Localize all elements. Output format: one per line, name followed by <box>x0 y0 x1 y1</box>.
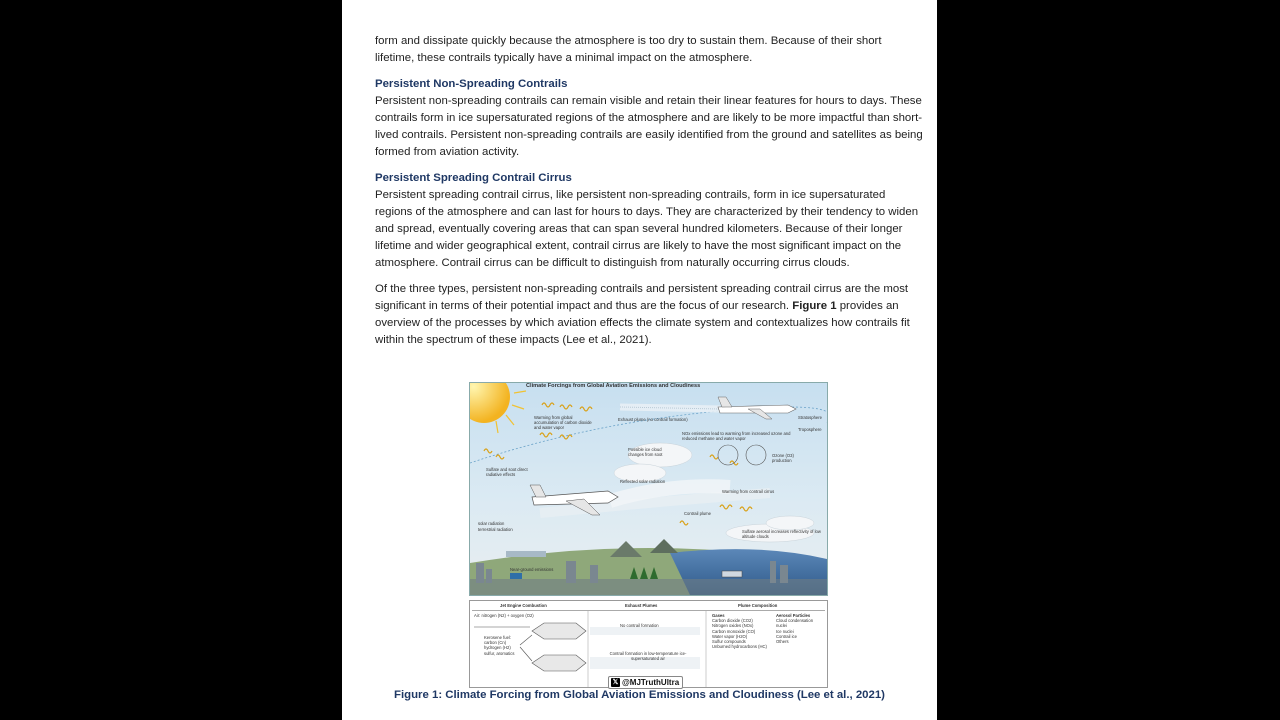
label-warming-global: Warming from global accumulation of carbon dioxide and water vapor <box>534 415 592 430</box>
engine-diagram <box>470 601 827 687</box>
label-exhaust-plume: Exhaust plume (no contrail formation) <box>618 417 688 422</box>
engine-icon <box>532 655 586 671</box>
gases-list <box>712 613 767 649</box>
label-sulfate-aerosol: Sulfate aerosol increases reflectivity of low altitude clouds <box>742 529 821 539</box>
fuel-line: hydrogen (H2) <box>484 645 511 651</box>
summary-text-after: provides an overview of the processes by which aviation effects the climate system and contextualizes how contrails fit within the spectrum of these impacts (Lee et al., 2021). <box>375 300 910 346</box>
summary-text-before: Of the three types, persistent non-spreading contrails and persistent spreading contrail cirrus are the most significant in terms of their potential impact and thus are the focus of our research. <box>375 283 909 312</box>
watermark <box>608 676 683 689</box>
section-heading-non-spreading: Persistent Non-Spreading Contrails <box>375 78 568 90</box>
aerosol-list <box>776 613 824 644</box>
label-near-ground: Near-ground emissions <box>510 567 554 572</box>
fuel-line: carbon (Cn) <box>484 640 507 646</box>
gases-header: Gases <box>712 613 725 618</box>
aerosol-item: Others <box>776 639 789 645</box>
gas-item: Water vapor (H2O) <box>712 633 748 639</box>
summary-paragraph <box>375 281 923 349</box>
engine-icon <box>532 623 586 639</box>
no-contrail-label: No contrail formation <box>620 623 659 628</box>
plume-header: Plume Composition <box>738 603 778 608</box>
label-terrestrial-radiation: terrestrial radiation <box>478 527 513 532</box>
section-body-contrail-cirrus: Persistent spreading contrail cirrus, like persistent non-spreading contrails, form in ice supersaturated regions of the atmosphere and can last for hours to days. They are characterized by their tendency to widen and spread, eventually covering areas that can span several hundred kilometers. Because of their longer lifetime and wider geographical extent, contrail cirrus are likely to have the most significant impact on the atmosphere. Contrail cirrus can be difficult to distinguish from naturally occurring cirrus clouds. <box>375 189 919 269</box>
air-input: Air: nitrogen (N2) + oxygen (O2) <box>474 613 534 618</box>
fuel-line: Kerosene fuel: <box>484 635 512 640</box>
aerosol-item: Contrail ice <box>776 633 797 639</box>
gas-item: Carbon monoxide (CO) <box>712 628 756 634</box>
figure-illustration <box>469 382 828 596</box>
aerosol-item: Ice nuclei <box>776 628 794 634</box>
label-warming-cirrus: Warming from contrail cirrus <box>722 489 775 494</box>
label-contrail-plume: Contrail plume <box>684 511 711 516</box>
fuel-line: sulfur, aromatics <box>484 650 515 656</box>
label-sulfate-soot: Sulfate and soot direct radiative effects <box>486 467 528 477</box>
document-body <box>375 33 923 358</box>
gas-item: Nitrogen oxides (NOx) <box>712 623 754 629</box>
label-solar-radiation: solar radiation <box>478 521 505 526</box>
watermark-handle: @MJTruthUltra <box>622 678 680 687</box>
label-ozone: Ozone (O3) production <box>772 453 794 463</box>
label-stratosphere: Stratosphere <box>798 415 822 420</box>
contrail-formation-label: Contrail formation in low-temperature ice-supersaturated air <box>609 651 687 662</box>
gas-item: Carbon dioxide (CO2) <box>712 618 753 624</box>
aerosol-header: Aerosol Particles <box>776 613 811 618</box>
exhaust-header: Exhaust Plumes <box>625 603 658 608</box>
gas-item: Unburned hydrocarbons (HC) <box>712 644 767 650</box>
x-logo-icon: 𝕏 <box>612 679 619 686</box>
label-troposphere: Troposphere <box>798 427 822 432</box>
intro-paragraph: form and dissipate quickly because the atmosphere is too dry to sustain them. Because of their short lifetime, these contrails typically have a minimal impact on the atmosphere. <box>375 35 882 64</box>
figure-1 <box>469 382 828 688</box>
gas-item: Sulfur compounds <box>712 639 746 645</box>
section-heading-contrail-cirrus: Persistent Spreading Contrail Cirrus <box>375 172 572 184</box>
figure-reference[interactable]: Figure 1 <box>792 300 837 312</box>
figure-title: Climate Forcings from Global Aviation Emissions and Cloudiness <box>526 383 701 389</box>
figure-process-panel <box>469 600 828 688</box>
label-reflected-solar: Reflected solar radiation <box>620 479 666 484</box>
figure-caption: Figure 1: Climate Forcing from Global Aviation Emissions and Cloudiness (Lee et al., 2021) <box>394 689 885 701</box>
label-nox: NOx emissions lead to warming from increased ozone and reduced methane and water vapor <box>682 431 791 441</box>
label-ice-cloud: Possible ice cloud changes from soot <box>628 447 663 457</box>
document-page <box>342 0 937 720</box>
jet-header: Jet Engine Combustion <box>500 603 547 608</box>
aerosol-item: Cloud condensation nuclei <box>776 618 814 629</box>
section-body-non-spreading: Persistent non-spreading contrails can remain visible and retain their linear features for hours to days. These contrails form in ice supersaturated regions of the atmosphere and are likely to be more impactful than short-lived contrails. Persistent non-spreading contrails are easily identified from the ground and satellites as being formed from aviation activity. <box>375 95 923 158</box>
